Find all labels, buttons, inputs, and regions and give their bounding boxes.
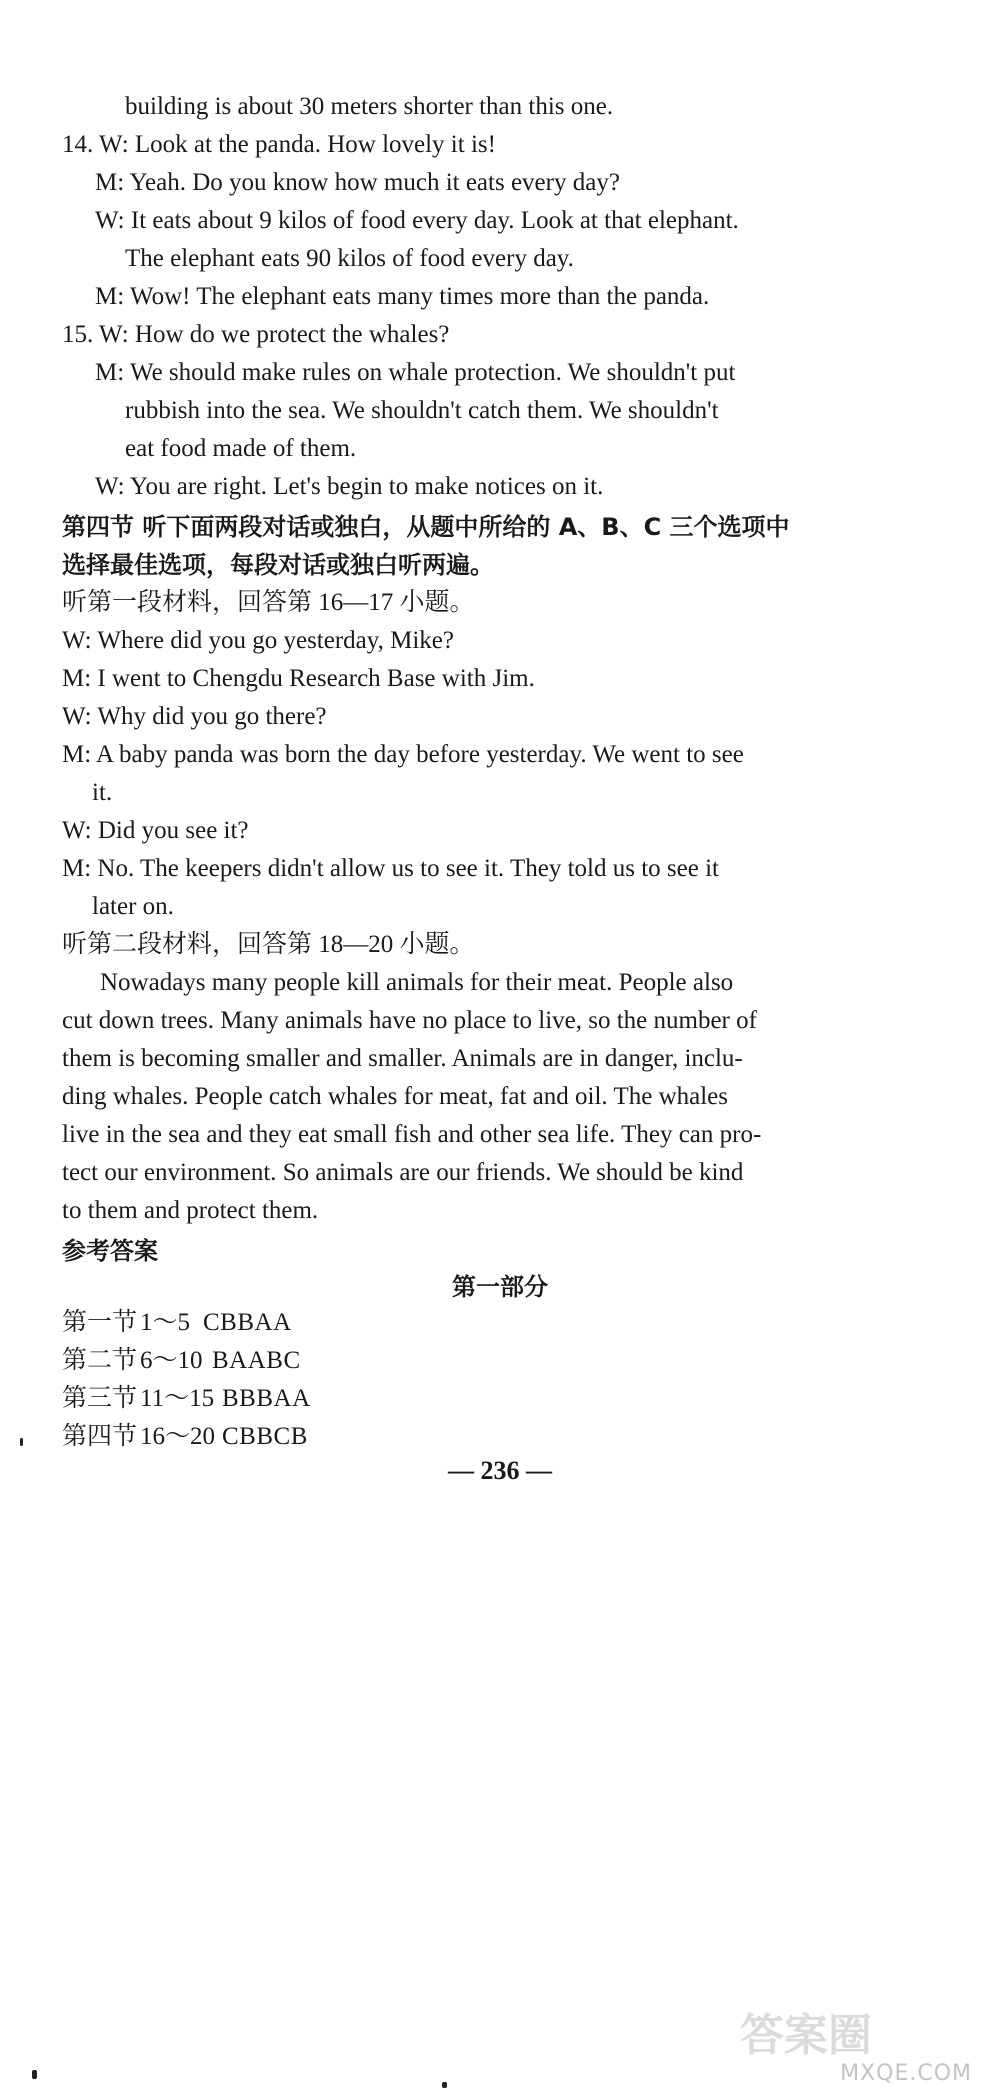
watermark-url: MXQE.COM: [840, 2061, 972, 2086]
transcript-line: 14. W: Look at the panda. How lovely it is!: [62, 131, 496, 158]
passage-line: Nowadays many people kill animals for their meat. People also: [100, 969, 734, 996]
answer-section: 第三节: [62, 1385, 138, 1412]
answer-section: 第二节: [62, 1347, 138, 1374]
section-heading: 第四节 听下面两段对话或独白，从题中所给的 A、B、C 三个选项中: [62, 513, 790, 541]
transcript-line: The elephant eats 90 kilos of food every day.: [125, 245, 574, 272]
answer-range: 16～20: [140, 1423, 216, 1450]
transcript-line: 15. W: How do we protect the whales?: [62, 321, 450, 348]
transcript-line: M: We should make rules on whale protection. We shouldn't put: [95, 359, 736, 386]
answer-key: BAABC: [212, 1347, 301, 1374]
passage-line: live in the sea and they eat small fish and other sea life. They can pro-: [62, 1121, 762, 1148]
transcript-line: eat food made of them.: [125, 435, 357, 462]
dialogue-line: later on.: [92, 893, 174, 920]
dialogue-line: M: No. The keepers didn't allow us to see it. They told us to see it: [62, 855, 719, 882]
section-heading: 选择最佳选项，每段对话或独白听两遍。: [62, 551, 494, 579]
transcript-line: rubbish into the sea. We shouldn't catch them. We shouldn't: [125, 397, 719, 424]
dialogue-line: M: I went to Chengdu Research Base with Jim.: [62, 665, 535, 692]
answer-range: 1～5: [140, 1309, 191, 1336]
material-intro: 听第二段材料，回答第 18—20 小题。: [62, 931, 475, 958]
passage-line: to them and protect them.: [62, 1197, 319, 1224]
answer-range: 11～15: [140, 1385, 215, 1412]
dialogue-line: W: Why did you go there?: [62, 703, 327, 730]
watermark-logo-text: 答案圈: [740, 2010, 872, 2061]
answer-key: CBBAA: [203, 1309, 292, 1336]
passage-line: ding whales. People catch whales for meat, fat and oil. The whales: [62, 1083, 728, 1110]
dialogue-line: it.: [92, 779, 113, 806]
scan-speck: [20, 1438, 23, 1446]
passage-line: tect our environment. So animals are our friends. We should be kind: [62, 1159, 744, 1186]
dialogue-line: M: A baby panda was born the day before yesterday. We went to see: [62, 741, 744, 768]
passage-line: cut down trees. Many animals have no place to live, so the number of: [62, 1007, 757, 1034]
transcript-line: W: It eats about 9 kilos of food every day. Look at that elephant.: [95, 207, 739, 234]
answer-section: 第一节: [62, 1309, 138, 1336]
scan-speck: [32, 2070, 37, 2079]
part-title: 第一部分: [452, 1273, 548, 1301]
answer-key: BBBAA: [222, 1385, 311, 1412]
passage-line: them is becoming smaller and smaller. Animals are in danger, inclu-: [62, 1045, 743, 1072]
answer-key: CBBCB: [222, 1423, 308, 1450]
answers-title: 参考答案: [62, 1237, 158, 1265]
answer-section: 第四节: [62, 1423, 138, 1450]
dialogue-line: W: Did you see it?: [62, 817, 249, 844]
transcript-line: M: Wow! The elephant eats many times more than the panda.: [95, 283, 710, 310]
transcript-line: building is about 30 meters shorter than this one.: [125, 93, 614, 120]
transcript-line: W: You are right. Let's begin to make notices on it.: [95, 473, 604, 500]
transcript-line: M: Yeah. Do you know how much it eats every day?: [95, 169, 620, 196]
answer-range: 6～10: [140, 1347, 203, 1374]
scan-speck: [442, 2082, 447, 2088]
page-number: — 236 —: [448, 1456, 552, 1485]
dialogue-line: W: Where did you go yesterday, Mike?: [62, 627, 455, 654]
material-intro: 听第一段材料，回答第 16—17 小题。: [62, 589, 475, 616]
